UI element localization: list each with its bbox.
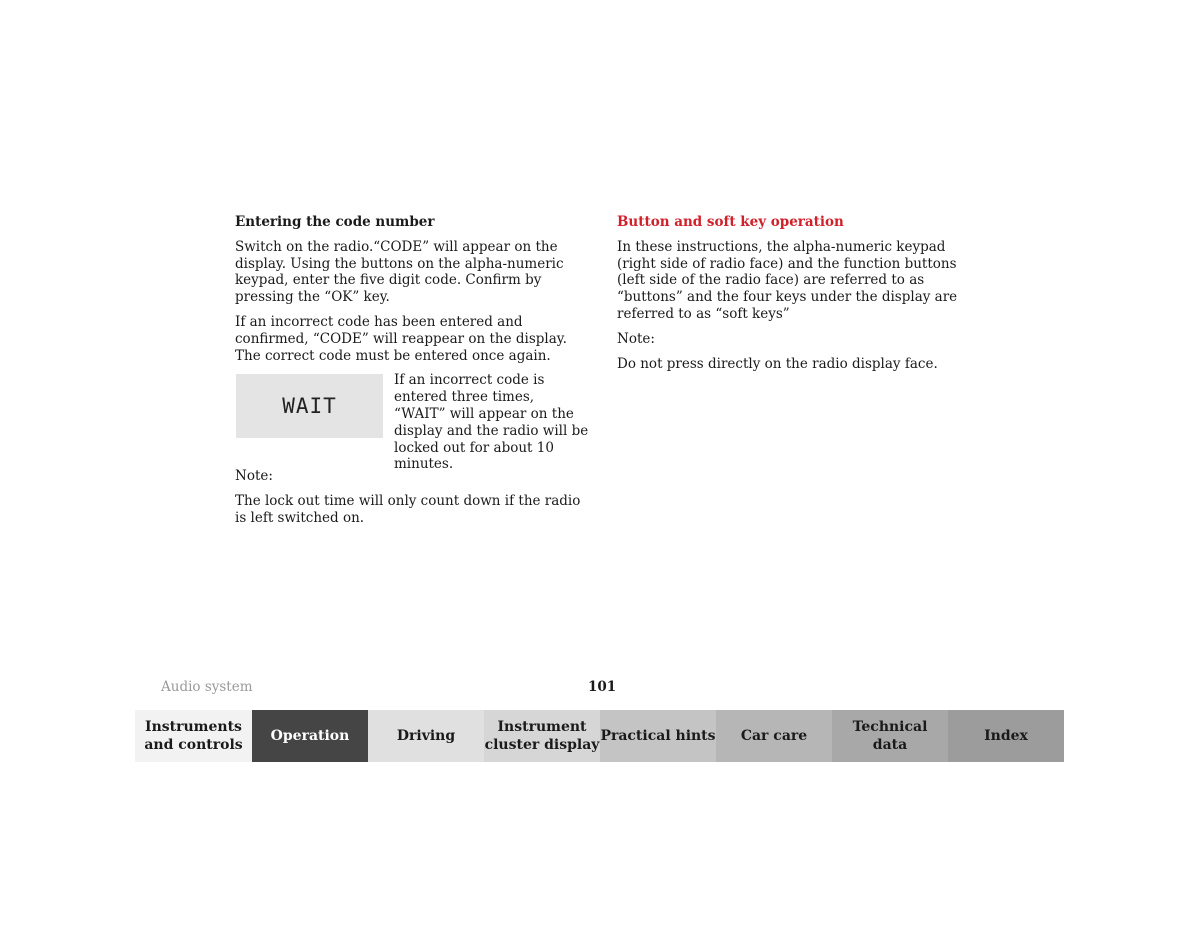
wait-figure — [235, 372, 589, 473]
right-column — [617, 214, 967, 380]
section-heading: Button and soft key operation — [617, 214, 844, 230]
paragraph: In these instructions, the alpha-numeric keypad (right side of radio face) and the function buttons (left side of the radio face) are referred to as “buttons” and the four keys under the display are referred to as “soft keys” — [617, 238, 958, 322]
paragraph: Switch on the radio.“CODE” will appear on the display. Using the buttons on the alpha-numeric keypad, enter the five digit code. Confirm by pressing the “OK” key. — [235, 238, 564, 306]
note-label: Note: — [617, 330, 655, 347]
radio-display-illustration — [236, 374, 383, 438]
tab-instrument-cluster-display[interactable]: Instrument cluster display — [484, 710, 600, 762]
chapter-nav — [135, 710, 1064, 762]
tab-operation[interactable]: Operation — [252, 710, 368, 762]
tab-index[interactable]: Index — [948, 710, 1064, 762]
section-heading: Entering the code number — [235, 214, 435, 230]
tab-driving[interactable]: Driving — [368, 710, 484, 762]
note-text: Do not press directly on the radio display face. — [617, 355, 938, 372]
page-number: 101 — [588, 679, 617, 695]
figure-caption: If an incorrect code is entered three times, “WAIT” will appear on the display and the radio will be locked out for about 10 minutes. — [394, 372, 589, 473]
tab-technical-data[interactable]: Technical data — [832, 710, 948, 762]
paragraph: If an incorrect code has been entered and confirmed, “CODE” will reappear on the display. The correct code must be entered once again. — [235, 313, 567, 364]
note-text: The lock out time will only count down if the radio is left switched on. — [235, 493, 581, 526]
left-column — [235, 214, 589, 535]
tab-car-care[interactable]: Car care — [716, 710, 832, 762]
tab-practical-hints[interactable]: Practical hints — [600, 710, 716, 762]
display-text: WAIT — [282, 393, 337, 418]
footer-section-title: Audio system — [161, 679, 253, 695]
tab-instruments-and-controls[interactable]: Instruments and controls — [135, 710, 252, 762]
note-label: Note: — [235, 468, 273, 485]
